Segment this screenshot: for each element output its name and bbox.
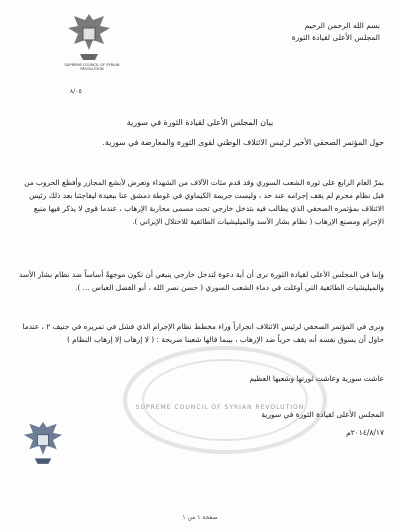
paragraph-2: وإننا في المجلس الأعلى لقيادة الثورة نرى أن أية دعوة لتدخل خارجي ينبغي أن تكون موجهةً أساساً ضد نظام بشار الأسد والميليشيات الطائفية التي أوغلت في دماء الشعب السوري ( حسن نصر الله ، أبو الفضل العباس ... ). [19, 270, 384, 292]
paragraph-3: ونرى في المؤتمر الصحفي لرئيس الائتلاف انجراراً وراء مخطط نظام الإجرام الذي فشل في تمريره في جنيف ٢ ، عندما حاول أن يسوق نفسه أنه يقف حرباً ضد الإرهاب ، بينما قالها شعبنا صريحة : ( لا إرهاب إلا إرهاب النظام ) [22, 322, 384, 344]
page-number: صفحة ١ من ١ [182, 514, 218, 521]
letterhead [240, 20, 380, 44]
reference-number: ٨/٠٥ [70, 88, 82, 95]
statement-date: ٢٠١٤/٨/١٧م [346, 428, 384, 437]
council-name: المجلس الأعلى لقيادة الثورة [291, 33, 380, 42]
statement-subject: حول المؤتمر الصحفي الأخير لرئيس الائتلاف الوطني لقوى الثورة والمعارضة في سورية. [102, 138, 384, 147]
org-latin-name: SUPREME COUNCIL OF SYRIAN REVOLUTION [64, 63, 120, 71]
closing-line: عاشت سورية وعاشت ثورتها وشعبها العظيم [249, 374, 384, 383]
eagle-emblem-icon [66, 10, 112, 62]
basmala: بسم الله الرحمن الرحيم [304, 21, 380, 30]
stamp-latin-text: SUPREME COUNCIL OF SYRIAN REVOLUTION [135, 404, 305, 411]
signature-line: المجلس الأعلى لقيادة الثورة في سورية [261, 410, 384, 419]
statement-title: بيان المجلس الأعلى لقيادة الثورة في سورية [126, 118, 274, 127]
paragraph-1: بمرّ العام الرابع على ثورة الشعب السوري وقد قدم مئات الآلاف من الشهداء وتعرض لأبشع المجازر وأفظع الحروب من قبل نظام مجرم لم يقف إجرامه عند حد ، وليست جريمة الكيماوي في غوطة دمشق عنا ببعيدة ليفاجئنا بعد ذلك رئيس الائتلاف بمؤتمره الصحفي الذي يطالب فيه بتدخل خارجي تحت مسمى محاربة الإرهاب ، عندما قوى لا يذكر فيها منبع الإجرام ومصنع الإرهاب ( نظام بشار الأسد والميليشيات الطائفية للاحتلال الإيراني ). [24, 178, 384, 226]
eagle-emblem-icon [22, 418, 64, 466]
